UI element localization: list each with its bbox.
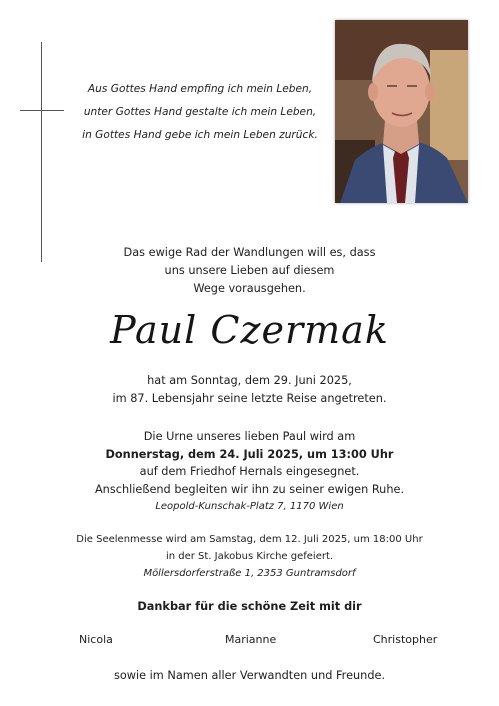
funeral-address: Leopold-Kunschak-Platz 7, 1170 Wien (155, 501, 344, 512)
cross-horizontal-bar (20, 110, 64, 111)
mass-line: Die Seelenmesse wird am Samstag, dem 12. Juli 2025, um 18:00 Uhr (76, 534, 423, 545)
death-line: im 87. Lebensjahr seine letzte Reise angetreten. (112, 392, 387, 405)
mass-address: Möllersdorferstraße 1, 2353 Guntramsdorf (143, 568, 356, 579)
funeral-date: Donnerstag, dem 24. Juli 2025, um 13:00 Uhr (105, 447, 394, 461)
thanks-line: Dankbar für die schöne Zeit mit dir (137, 600, 362, 613)
poem-line: in Gottes Hand gebe ich mein Leben zurück. (82, 129, 318, 141)
cross-vertical-bar (41, 42, 42, 262)
mourner-name: Christopher (373, 633, 438, 646)
funeral-line: Anschließend begleiten wir ihn zu seiner ewigen Ruhe. (94, 482, 405, 496)
funeral-line: auf dem Friedhof Hernals eingesegnet. (139, 465, 360, 478)
verse (0, 244, 499, 298)
portrait-photo (335, 20, 468, 203)
poem-line: unter Gottes Hand gestalte ich mein Leben, (83, 106, 317, 118)
verse-line: Das ewige Rad der Wandlungen will es, dass (123, 246, 376, 259)
mass-details (0, 531, 499, 582)
poem-line: Aus Gottes Hand empfing ich mein Leben, (87, 83, 313, 95)
funeral-details (0, 428, 499, 516)
mourner-name: Marianne (225, 633, 277, 646)
deceased-name: Paul Czermak (110, 308, 389, 352)
death-notice (0, 372, 499, 408)
mass-line: in der St. Jakobus Kirche gefeiert. (165, 551, 334, 562)
poem (80, 78, 320, 147)
verse-line: uns unsere Lieben auf diesem (164, 264, 335, 277)
family-line: sowie im Namen aller Verwandten und Freunde. (113, 669, 386, 682)
funeral-line: Die Urne unseres lieben Paul wird am (143, 430, 356, 443)
mourner-name: Nicola (79, 633, 113, 646)
verse-line: Wege vorausgehen. (193, 282, 306, 295)
portrait-image (335, 20, 468, 203)
death-line: hat am Sonntag, dem 29. Juni 2025, (147, 374, 352, 387)
